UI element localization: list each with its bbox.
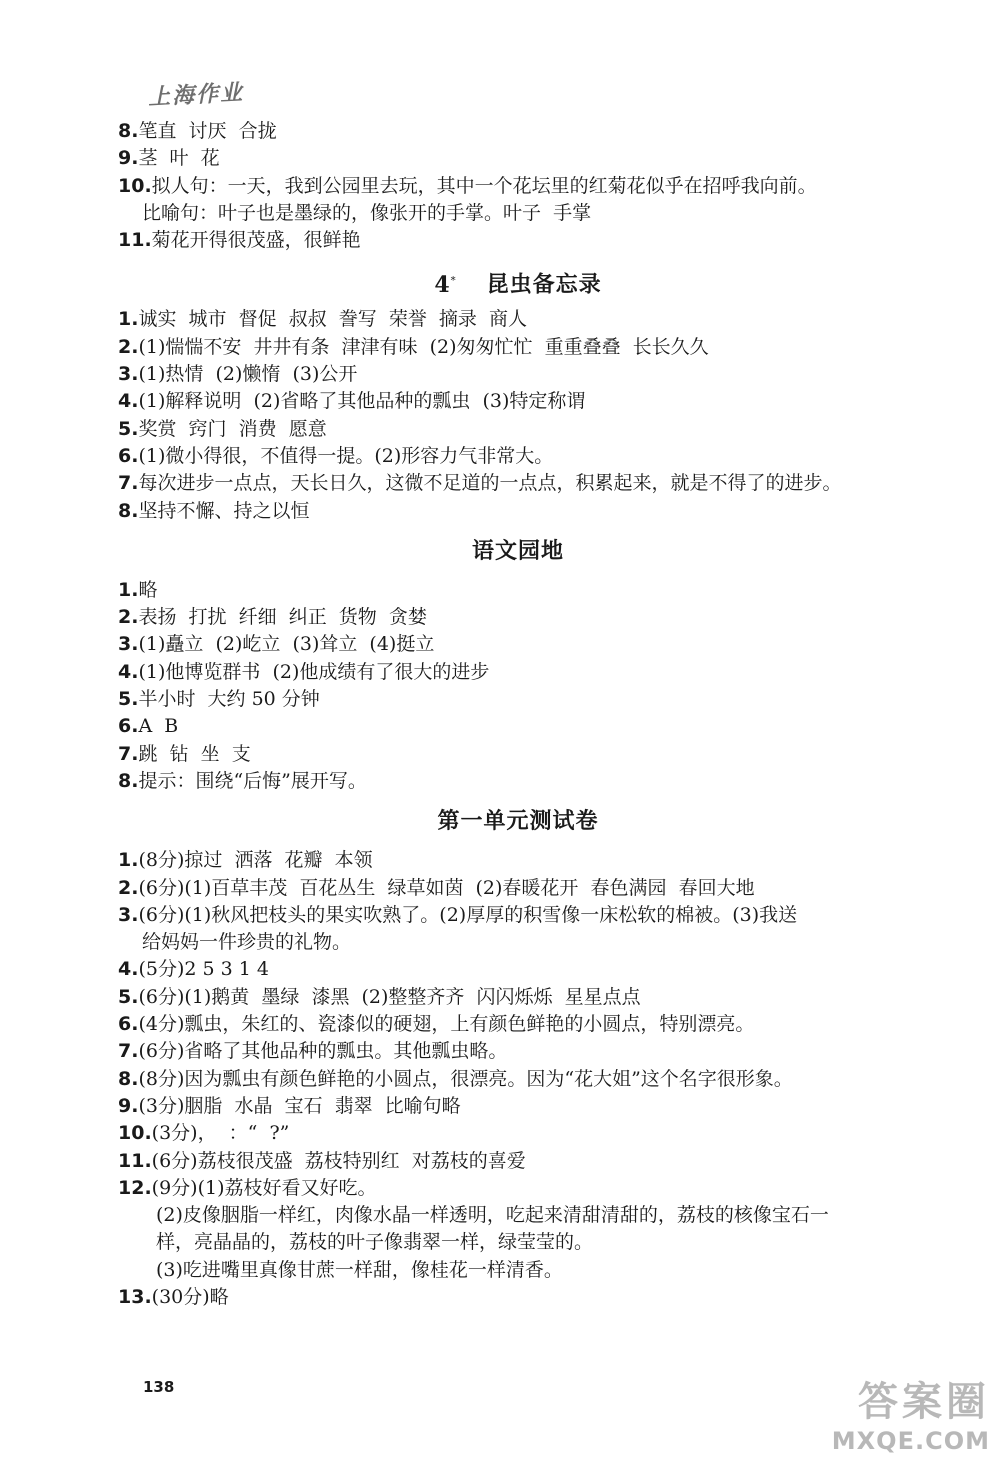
- answer-number: 8.: [118, 769, 139, 792]
- answer-text: (6分)(1)秋风把枝头的果实吹熟了。(2)厚厚的积雪像一床松软的棉被。(3)我送: [138, 903, 798, 926]
- answer-number: 10.: [118, 1122, 152, 1145]
- answer-line-continuation: [118, 1202, 918, 1229]
- answer-line: [118, 498, 918, 525]
- answer-line: [118, 1011, 918, 1038]
- answer-text: 奖赏 窍门 消费 愿意: [138, 417, 327, 440]
- answer-line: [118, 847, 918, 874]
- answer-line-continuation: [118, 1229, 918, 1256]
- answer-text: 略: [138, 578, 158, 601]
- answer-text: (6分)省略了其他品种的瓢虫。其他瓢虫略。: [138, 1040, 508, 1063]
- section-title: [118, 531, 918, 573]
- answer-text: 样，亮晶晶的，荔枝的叶子像翡翠一样，绿莹莹的。: [156, 1231, 594, 1254]
- answer-text: (1)惴惴不安 井井有条 津津有味 (2)匆匆忙忙 重重叠叠 长长久久: [138, 335, 709, 358]
- answer-number: 1.: [118, 849, 139, 872]
- answer-text: 每次进步一点点，天长日久，这微不足道的一点点，积累起来，就是不得了的进步。: [138, 472, 842, 495]
- answer-line: [118, 443, 918, 470]
- answer-number: 1.: [118, 578, 139, 601]
- answer-line: [118, 659, 918, 686]
- answer-number: 3.: [118, 363, 139, 386]
- answer-line: [118, 1038, 918, 1065]
- answer-number: 6.: [118, 1013, 139, 1036]
- answer-number: 2.: [118, 876, 139, 899]
- answer-line: [118, 145, 918, 172]
- section-number: [434, 272, 456, 298]
- answer-number: 5.: [118, 688, 139, 711]
- answer-line: [118, 686, 918, 713]
- answer-line: [118, 713, 918, 740]
- answer-line: [118, 334, 918, 361]
- answer-line: [118, 470, 918, 497]
- answer-number: 5.: [118, 985, 139, 1008]
- answer-text: (3分)胭脂 水晶 宝石 翡翠 比喻句略: [138, 1094, 461, 1117]
- answer-line: [118, 875, 918, 902]
- answer-text: (1)解释说明 (2)省略了其他品种的瓢虫 (3)特定称谓: [138, 390, 586, 413]
- answer-number: 7.: [118, 1040, 139, 1063]
- answer-number: 3.: [118, 903, 139, 926]
- answer-line: [118, 631, 918, 658]
- answer-number: 6.: [118, 444, 139, 467]
- answer-line: [118, 902, 918, 929]
- watermark-url: MXQE.COM: [831, 1427, 990, 1455]
- answer-number: 12.: [118, 1176, 152, 1199]
- answer-text: 笔直 讨厌 合拢: [138, 120, 277, 142]
- answer-text: (3分)， ：“ ?”: [151, 1122, 290, 1145]
- answer-text: (6分)(1)鹅黄 墨绿 漆黑 (2)整整齐齐 闪闪烁烁 星星点点: [138, 985, 641, 1008]
- lesson-mark: *: [450, 275, 457, 287]
- answer-number: 4.: [118, 958, 139, 981]
- answer-text: 提示：围绕“后悔”展开写。: [138, 769, 367, 792]
- answer-line: [118, 173, 918, 200]
- answer-number: 11.: [118, 1149, 152, 1172]
- answer-number: 8.: [118, 499, 139, 522]
- answer-line: [118, 306, 918, 333]
- answer-section: [118, 260, 918, 524]
- answer-text: 比喻句：叶子也是墨绿的，像张开的手掌。叶子 手掌: [142, 201, 592, 224]
- answer-text: (9分)(1)荔枝好看又好吃。: [151, 1176, 377, 1199]
- answer-number: 9.: [118, 147, 139, 170]
- answer-line: [118, 768, 918, 795]
- answer-content: [118, 118, 918, 1311]
- answer-number: 4.: [118, 390, 139, 413]
- watermark: [832, 1370, 990, 1455]
- answer-text: 菊花开得很茂盛，很鲜艳: [151, 229, 361, 252]
- watermark-logo-text: 答案圈: [858, 1379, 990, 1425]
- answer-number: 1.: [118, 308, 139, 331]
- answer-number: 7.: [118, 742, 139, 765]
- answer-text: 诚实 城市 督促 叔叔 誊写 荣誉 摘录 商人: [138, 308, 528, 331]
- lesson-number: 4: [434, 271, 451, 298]
- answer-line: [118, 741, 918, 768]
- answer-text: (6分)(1)百草丰茂 百花丛生 绿草如茵 (2)春暖花开 春色满园 春回大地: [138, 876, 755, 899]
- answer-line: [118, 227, 918, 254]
- answer-line-continuation: [118, 1257, 918, 1284]
- answer-number: 8.: [118, 1067, 139, 1090]
- answer-number: 11.: [118, 229, 152, 252]
- section-title-text: 昆虫备忘录: [486, 272, 602, 298]
- answer-text: (1)他博览群书 (2)他成绩有了很大的进步: [138, 660, 490, 683]
- answer-number: 9.: [118, 1094, 139, 1117]
- section-title-text: 第一单元测试卷: [437, 809, 599, 835]
- answer-number: 2.: [118, 335, 139, 358]
- answer-text: (1)微小得很，不值得一提。(2)形容力气非常大。: [138, 444, 554, 467]
- answer-line: [118, 1093, 918, 1120]
- answer-text: 拟人句：一天，我到公园里去玩，其中一个花坛里的红菊花似乎在招呼我向前。: [151, 174, 817, 197]
- answer-line: [118, 604, 918, 631]
- answer-line: [118, 361, 918, 388]
- answer-number: 4.: [118, 660, 139, 683]
- answer-sections: [118, 260, 918, 1311]
- answer-text: 表扬 打扰 纤细 纠正 货物 贪婪: [138, 606, 427, 629]
- answer-text: A B: [138, 715, 179, 738]
- answer-text: 跳 钻 坐 支: [138, 742, 251, 765]
- answer-section: [118, 801, 918, 1311]
- answer-text: 坚持不懈、持之以恒: [138, 499, 310, 522]
- answer-text: (8分)掠过 洒落 花瓣 本领: [138, 849, 373, 872]
- answer-number: 10.: [118, 174, 152, 197]
- answer-text: (30分)略: [151, 1285, 229, 1308]
- answer-text: (1)热情 (2)懒惰 (3)公开: [138, 363, 358, 386]
- answer-line-continuation: [118, 200, 918, 227]
- answer-number: 13.: [118, 1285, 152, 1308]
- section-title: [118, 801, 918, 843]
- answer-text: 半小时 大约 50 分钟: [138, 688, 320, 711]
- answer-number: 3.: [118, 633, 139, 656]
- section-title-text: 语文园地: [471, 538, 564, 564]
- answer-line: [118, 1120, 918, 1147]
- answer-line: [118, 984, 918, 1011]
- answer-text: (8分)因为瓢虫有颜色鲜艳的小圆点，很漂亮。因为“花大姐”这个名字很形象。: [138, 1067, 793, 1090]
- answer-line: [118, 416, 918, 443]
- answer-number: 6.: [118, 715, 139, 738]
- answer-line-continuation: [118, 929, 918, 956]
- answer-line: [118, 956, 918, 983]
- section-title: [118, 260, 918, 302]
- header-logo: 上海作业: [147, 79, 245, 111]
- answer-section: [118, 531, 918, 795]
- answer-text: 给妈妈一件珍贵的礼物。: [142, 931, 352, 954]
- answer-line: [118, 388, 918, 415]
- answer-line: [118, 1066, 918, 1093]
- answer-line: [118, 1175, 918, 1202]
- answer-number: 7.: [118, 472, 139, 495]
- answer-line: [118, 1284, 918, 1311]
- answer-number: 8.: [118, 120, 139, 142]
- answer-number: 5.: [118, 417, 139, 440]
- answer-text: (3)吃进嘴里真像甘蔗一样甜，像桂花一样清香。: [156, 1258, 563, 1281]
- answer-line: [118, 577, 918, 604]
- page-number: 138: [143, 1378, 175, 1396]
- answer-text: (6分)荔枝很茂盛 荔枝特别红 对荔枝的喜爱: [151, 1149, 526, 1172]
- answer-text: (5分)2 5 3 1 4: [138, 958, 269, 981]
- answer-text: (2)皮像胭脂一样红，肉像水晶一样透明，吃起来清甜清甜的，荔枝的核像宝石一: [156, 1204, 829, 1227]
- answer-line: [118, 118, 918, 145]
- answer-text: 茎 叶 花: [138, 147, 220, 170]
- answer-number: 2.: [118, 606, 139, 629]
- intro-answers: [118, 118, 918, 254]
- answer-text: (1)矗立 (2)屹立 (3)耸立 (4)挺立: [138, 633, 435, 656]
- answer-line: [118, 1148, 918, 1175]
- answer-text: (4分)瓢虫，朱红的、瓷漆似的硬翅，上有颜色鲜艳的小圆点，特别漂亮。: [138, 1013, 755, 1036]
